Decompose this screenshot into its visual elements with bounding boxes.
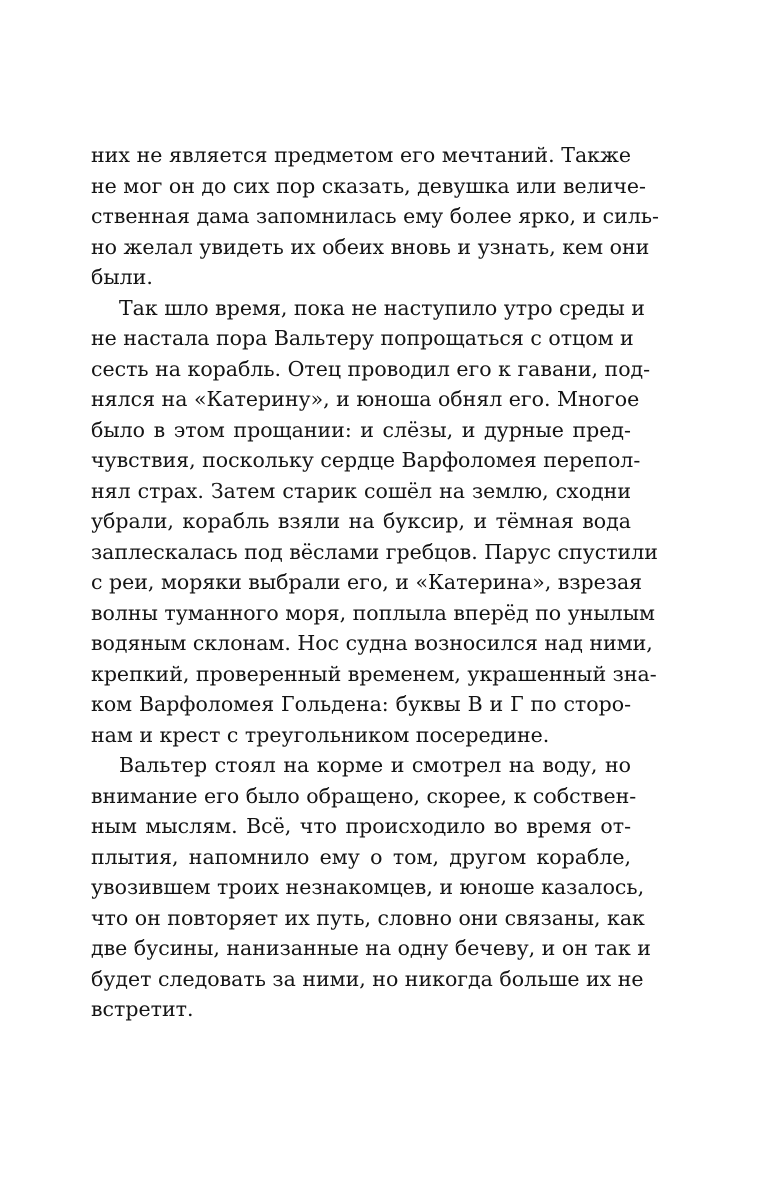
text-line: ком Варфоломея Гольдена: буквы В и Г по сторо- — [91, 692, 631, 716]
text-line: чувствия, поскольку сердце Варфоломея перепол- — [91, 448, 641, 472]
text-line: убрали, корабль взяли на буксир, и тёмная вода — [91, 509, 631, 533]
text-line: что он повторяет их путь, словно они связаны, как — [91, 905, 645, 930]
book-page — [91, 140, 659, 1025]
text-line: встретит. — [91, 997, 194, 1021]
text-line: ным мыслям. Всё, что происходило во время от- — [91, 814, 631, 838]
text-line: нял страх. Затем старик сошёл на землю, сходни — [91, 478, 631, 503]
text-line: водяным склонам. Нос судна возносился над ними, — [91, 631, 653, 655]
text-line: не мог он до сих пор сказать, девушка или величе- — [91, 173, 646, 198]
text-line: не настала пора Вальтеру попрощаться с отцом и — [91, 326, 634, 350]
paragraph-1 — [91, 140, 659, 293]
text-line: с реи, моряки выбрали его, и «Катерина», взрезая — [91, 570, 643, 594]
text-line: были. — [91, 265, 153, 289]
paragraph-3 — [91, 750, 651, 1025]
text-line: Вальтер стоял на корме и смотрел на воду, но — [119, 753, 631, 777]
text-line: плытия, напомнило ему о том, другом корабле, — [91, 844, 631, 869]
text-line: было в этом прощании: и слёзы, и дурные пред- — [91, 417, 631, 442]
text-line: увозившем троих незнакомцев, и юноше казалось, — [91, 875, 645, 899]
text-line: Так шло время, пока не наступило утро среды и — [119, 295, 645, 320]
text-line: волны туманного моря, поплыла вперёд по унылым — [91, 600, 655, 625]
text-line: две бусины, нанизанные на одну бечеву, и он так и — [91, 936, 651, 960]
paragraph-2 — [91, 293, 658, 751]
text-line: нялся на «Катерину», и юноша обнял его. Многое — [91, 387, 640, 411]
text-line: внимание его было обращено, скорее, к собствен- — [91, 783, 637, 808]
text-line: нам и крест с треугольником посередине. — [91, 722, 550, 747]
text-line: сесть на корабль. Отец проводил его к гавани, под- — [91, 356, 651, 381]
text-line: крепкий, проверенный временем, украшенный зна- — [91, 661, 657, 686]
text-line: них не является предметом его мечтаний. Также — [91, 143, 631, 167]
text-line: заплескалась под вёслами гребцов. Парус спустили — [91, 539, 658, 564]
text-line: ственная дама запомнилась ему более ярко, и силь- — [91, 204, 659, 228]
text-line: будет следовать за ними, но никогда больше их не — [91, 966, 644, 991]
text-line: но желал увидеть их обеих вновь и узнать, кем они — [91, 234, 650, 259]
